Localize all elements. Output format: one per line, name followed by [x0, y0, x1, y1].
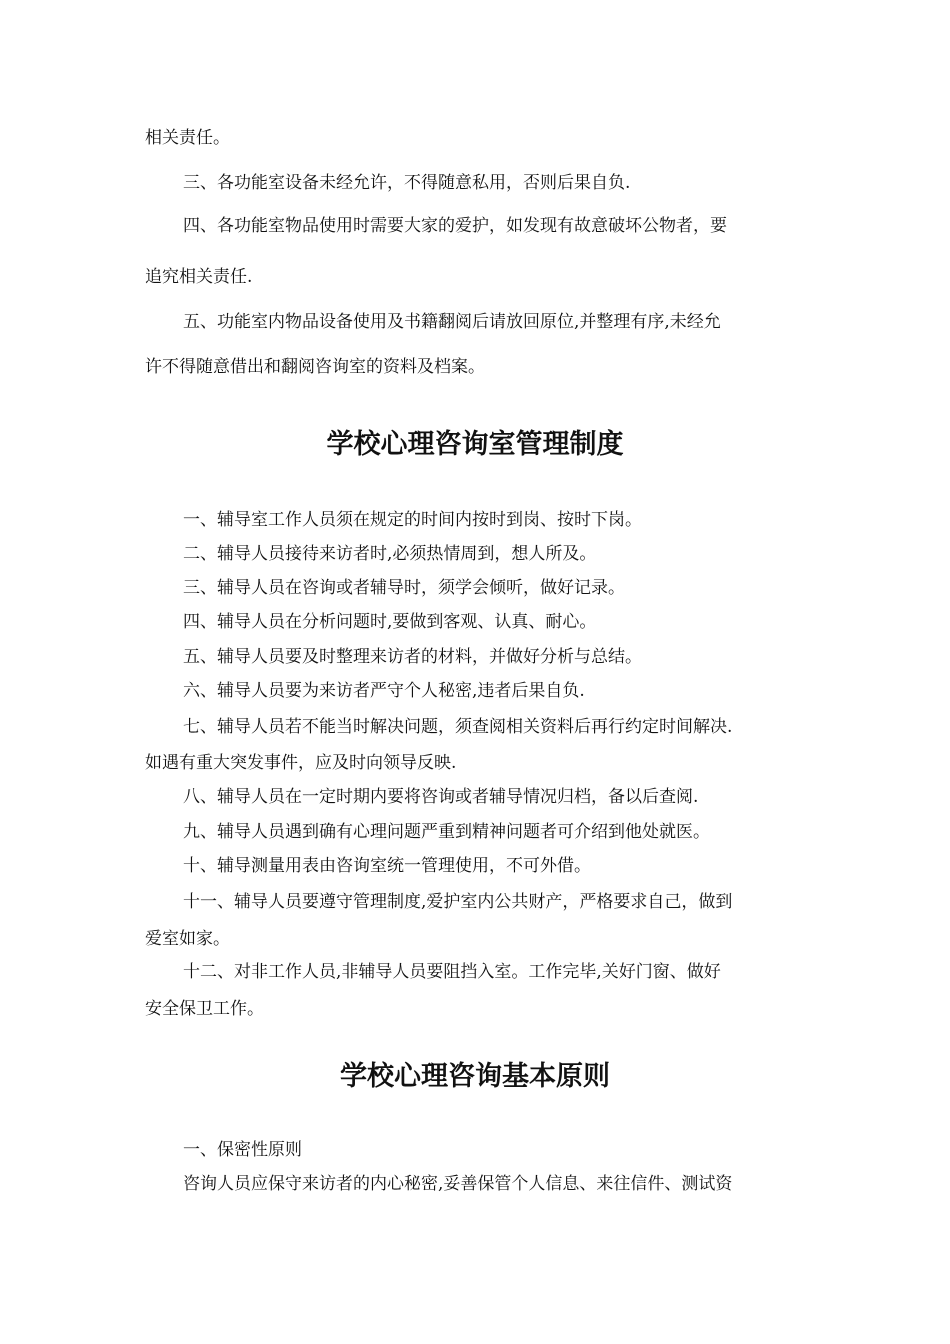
rule-item: 十二、对非工作人员,非辅导人员要阻挡入室。工作完毕,关好门窗、做好: [183, 962, 721, 982]
section-title-principles: 学校心理咨询基本原则: [340, 1061, 610, 1092]
rule-item-continuation: 安全保卫工作。: [145, 999, 264, 1019]
rule-item: 七、辅导人员若不能当时解决问题，须查阅相关资料后再行约定时间解决.: [183, 717, 733, 737]
rule-item: 三、辅导人员在咨询或者辅导时，须学会倾听，做好记录。: [183, 578, 625, 598]
rule-item: 十、辅导测量用表由咨询室统一管理使用，不可外借。: [183, 856, 591, 876]
intro-item-4-line-1: 四、各功能室物品使用时需要大家的爱护，如发现有故意破坏公物者，要: [183, 216, 727, 236]
rule-item: 八、辅导人员在一定时期内要将咨询或者辅导情况归档，备以后查阅.: [183, 787, 699, 807]
intro-paragraph-continuation: 相关责任。: [145, 128, 230, 148]
rule-item: 一、辅导室工作人员须在规定的时间内按时到岗、按时下岗。: [183, 510, 642, 530]
principle-text: 咨询人员应保守来访者的内心秘密,妥善保管个人信息、来往信件、测试资: [183, 1174, 733, 1194]
rule-item: 六、辅导人员要为来访者严守个人秘密,违者后果自负.: [183, 681, 585, 701]
rule-item-continuation: 如遇有重大突发事件，应及时向领导反映.: [145, 753, 457, 773]
intro-item-5-line-2: 许不得随意借出和翻阅咨询室的资料及档案。: [145, 357, 485, 377]
rule-item: 五、辅导人员要及时整理来访者的材料，并做好分析与总结。: [183, 647, 642, 667]
rule-item-continuation: 爱室如家。: [145, 929, 230, 949]
rule-item: 四、辅导人员在分析问题时,要做到客观、认真、耐心。: [183, 612, 597, 632]
principle-heading: 一、保密性原则: [183, 1140, 302, 1160]
rule-item: 十一、辅导人员要遵守管理制度,爱护室内公共财产，严格要求自己，做到: [183, 892, 733, 912]
intro-item-3: 三、各功能室设备未经允许，不得随意私用，否则后果自负.: [183, 173, 631, 193]
section-title-management: 学校心理咨询室管理制度: [326, 429, 624, 460]
rule-item: 九、辅导人员遇到确有心理问题严重到精神问题者可介绍到他处就医。: [183, 822, 710, 842]
rule-item: 二、辅导人员接待来访者时,必须热情周到，想人所及。: [183, 544, 597, 564]
intro-item-5-line-1: 五、功能室内物品设备使用及书籍翻阅后请放回原位,并整理有序,未经允: [183, 312, 721, 332]
intro-item-4-line-2: 追究相关责任.: [145, 267, 253, 287]
